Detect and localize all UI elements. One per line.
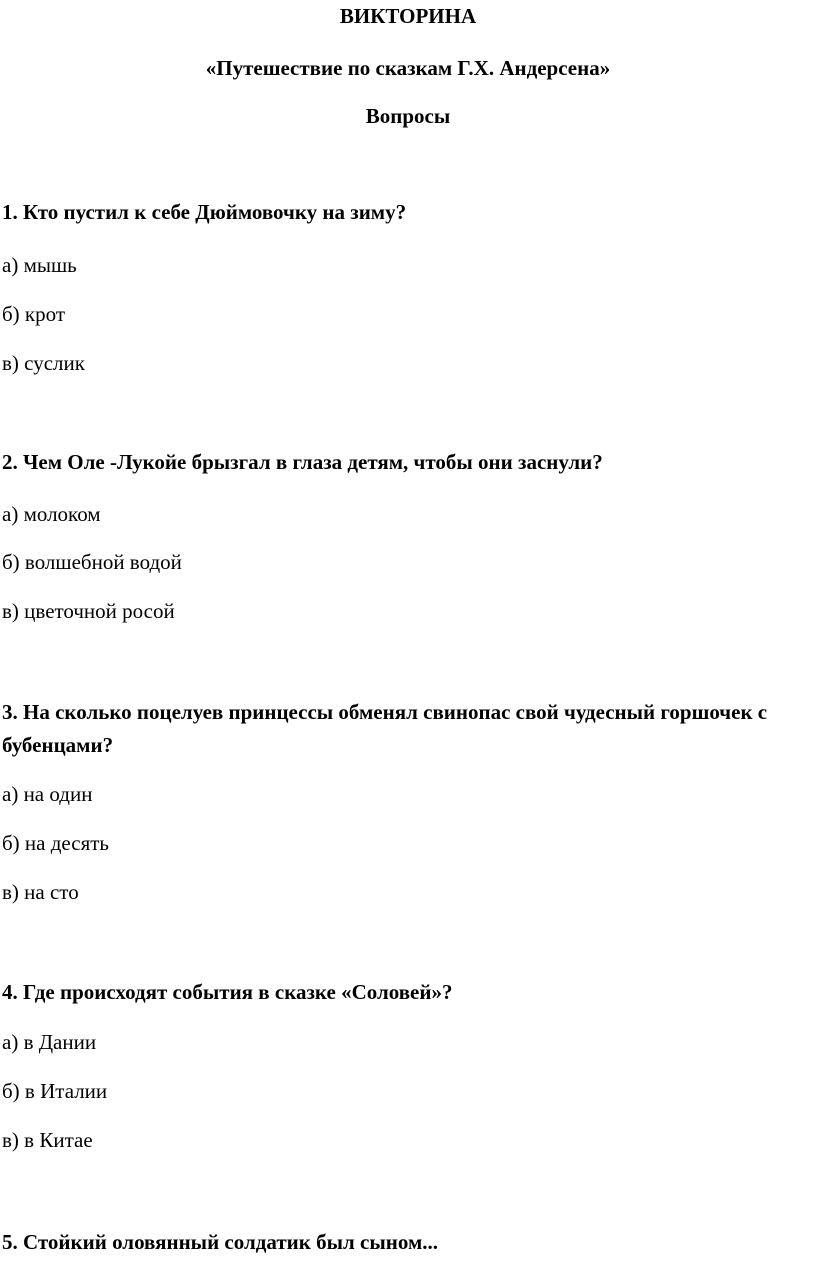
answer-option: б) на десять [2,831,109,855]
answer-option: б) волшебной водой [2,550,182,574]
answer-option: в) цветочной росой [2,599,175,623]
answer-option: а) мышь [2,253,77,277]
answer-option: в) в Китае [2,1128,93,1152]
answer-option: б) крот [2,302,66,326]
section-heading: Вопросы [365,104,451,128]
answer-option: б) в Италии [2,1079,108,1103]
document-title: ВИКТОРИНА [339,4,477,28]
answer-option: а) на один [2,782,93,806]
document-subtitle: «Путешествие по сказкам Г.Х. Андерсена» [205,56,611,80]
question-text: 3. На сколько поцелуев принцессы обменял свинопас свой чудесный горшочек с бубенцами? [2,700,768,757]
question-text: 5. Стойкий оловянный солдатик был сыном... [2,1230,438,1254]
answer-option: а) в Дании [2,1030,97,1054]
question-text: 2. Чем Оле -Лукойе брызгал в глаза детям, чтобы они заснули? [2,450,603,474]
answer-option: в) суслик [2,351,85,375]
question-text: 1. Кто пустил к себе Дюймовочку на зиму? [2,200,407,224]
answer-option: в) на сто [2,880,79,904]
question-text: 4. Где происходят события в сказке «Соловей»? [2,980,453,1004]
answer-option: а) молоком [2,502,101,526]
